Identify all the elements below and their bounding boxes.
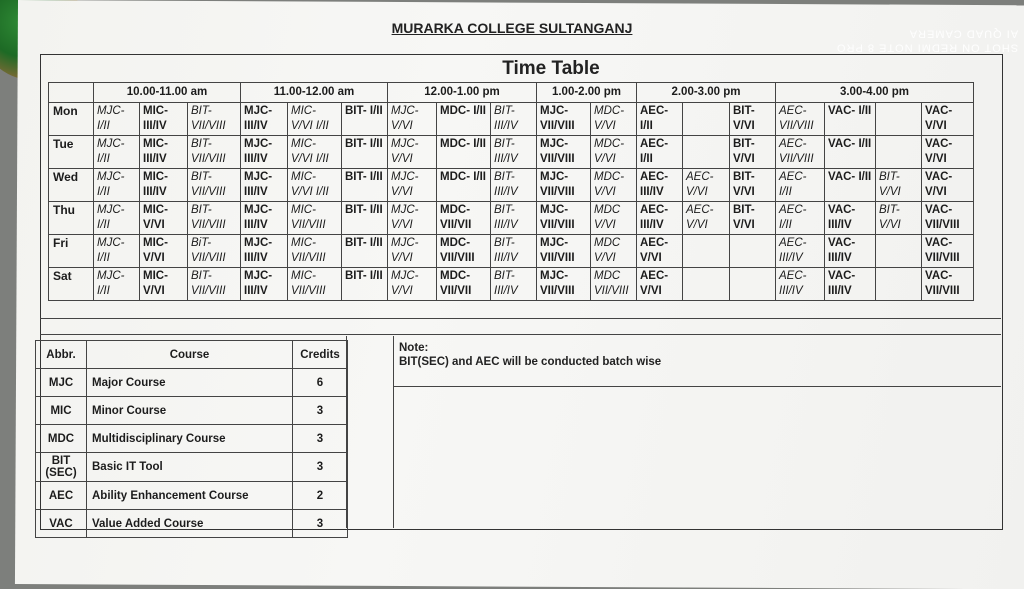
class-cell: AEC- I/II xyxy=(637,136,683,169)
day-row xyxy=(49,136,974,169)
class-cell: MIC- V/VI xyxy=(140,202,188,235)
course-name: Value Added Course xyxy=(87,510,293,538)
class-cell: MJC- VII/VIII xyxy=(537,103,591,136)
class-cell: VAC- V/VI xyxy=(922,169,974,202)
class-cell: BIT- III/IV xyxy=(491,268,537,301)
class-cell: BIT- I/II xyxy=(342,202,388,235)
class-cell: MDC V/VI xyxy=(591,202,637,235)
credit-value: 3 xyxy=(293,397,348,425)
credit-value: 3 xyxy=(293,510,348,538)
class-cell: AEC- V/VI xyxy=(683,169,730,202)
class-cell: MIC- VII/VIII xyxy=(288,235,342,268)
class-cell: AEC- III/IV xyxy=(637,202,683,235)
class-cell: MJC- VII/VIII xyxy=(537,136,591,169)
course-name: Basic IT Tool xyxy=(87,453,293,482)
credit-value: 3 xyxy=(293,453,348,482)
slot-header: 12.00-1.00 pm xyxy=(388,83,537,103)
class-cell: BIT- III/IV xyxy=(491,169,537,202)
class-cell: AEC- III/IV xyxy=(776,268,825,301)
divider-line xyxy=(40,318,1001,319)
abbr-code: AEC xyxy=(36,482,87,510)
class-cell: MJC- VII/VIII xyxy=(537,235,591,268)
abbr-row xyxy=(36,482,348,510)
class-cell: MJC- III/IV xyxy=(241,169,288,202)
day-label: Tue xyxy=(49,136,94,169)
class-cell: MJC- VII/VIII xyxy=(537,169,591,202)
class-cell: BIT- V/VI xyxy=(730,202,776,235)
note-heading: Note: xyxy=(399,342,429,354)
class-cell: BIT- I/II xyxy=(342,268,388,301)
class-cell xyxy=(683,103,730,136)
abbr-code: MDC xyxy=(36,425,87,453)
class-cell: VAC- V/VI xyxy=(922,136,974,169)
class-cell: BIT- VII/VIII xyxy=(188,103,241,136)
corner-cell xyxy=(49,83,94,103)
class-cell: MJC- VII/VIII xyxy=(537,268,591,301)
class-cell: MJC- VII/VIII xyxy=(537,202,591,235)
class-cell: MIC- III/IV xyxy=(140,136,188,169)
class-cell: VAC- VII/VIII xyxy=(922,268,974,301)
day-label: Thu xyxy=(49,202,94,235)
class-cell: VAC- I/II xyxy=(825,169,876,202)
day-label: Wed xyxy=(49,169,94,202)
class-cell: MJC- III/IV xyxy=(241,202,288,235)
blank-column xyxy=(346,336,394,528)
camera-watermark: SHOT ON REDMI NOTE 8 PRO AI QUAD CAMERA xyxy=(835,27,1018,54)
class-cell: BIT- V/VI xyxy=(730,169,776,202)
class-cell xyxy=(683,136,730,169)
class-cell: BIT- VII/VIII xyxy=(188,268,241,301)
class-cell: AEC- V/VI xyxy=(637,235,683,268)
class-cell: MJC- V/VI xyxy=(388,169,437,202)
class-cell: VAC- VII/VIII xyxy=(922,235,974,268)
class-cell: MDC V/VI xyxy=(591,235,637,268)
class-cell: MIC- V/VI I/II xyxy=(288,169,342,202)
slot-header: 3.00-4.00 pm xyxy=(776,83,974,103)
class-cell: BIT- V/VI xyxy=(876,169,922,202)
abbr-code: MJC xyxy=(36,369,87,397)
class-cell: MJC- III/IV xyxy=(241,268,288,301)
course-name: Multidisciplinary Course xyxy=(87,425,293,453)
class-cell: VAC- III/IV xyxy=(825,268,876,301)
class-cell: VAC- I/II xyxy=(825,136,876,169)
day-row xyxy=(49,235,974,268)
class-cell: MJC- V/VI xyxy=(388,103,437,136)
class-cell: VAC- V/VI xyxy=(922,103,974,136)
class-cell: MIC- VII/VIII xyxy=(288,268,342,301)
class-cell: MDC- V/VI xyxy=(591,169,637,202)
day-label: Mon xyxy=(49,103,94,136)
class-cell xyxy=(730,235,776,268)
day-label: Sat xyxy=(49,268,94,301)
class-cell: AEC- VII/VIII xyxy=(776,103,825,136)
slot-header: 2.00-3.00 pm xyxy=(637,83,776,103)
class-cell: MIC- V/VI I/II xyxy=(288,103,342,136)
class-cell xyxy=(730,268,776,301)
class-cell: MDC- VII/VII xyxy=(437,202,491,235)
class-cell: MJC- V/VI xyxy=(388,235,437,268)
class-cell: BIT- I/II xyxy=(342,136,388,169)
class-cell: BIT- III/IV xyxy=(491,202,537,235)
credit-value: 2 xyxy=(293,482,348,510)
class-cell: MDC VII/VIII xyxy=(591,268,637,301)
abbr-code: BIT (SEC) xyxy=(36,453,87,482)
class-cell xyxy=(876,103,922,136)
class-cell xyxy=(683,268,730,301)
class-cell: MIC- III/IV xyxy=(140,103,188,136)
class-cell: AEC- III/IV xyxy=(637,169,683,202)
class-cell: AEC- V/VI xyxy=(683,202,730,235)
class-cell: MJC- I/II xyxy=(94,268,140,301)
class-cell: AEC- VII/VIII xyxy=(776,136,825,169)
class-cell: BIT- VII/VIII xyxy=(188,202,241,235)
class-cell: MIC- V/VI xyxy=(140,235,188,268)
class-cell: VAC- III/IV xyxy=(825,235,876,268)
divider-line xyxy=(40,334,1001,335)
slot-header: 1.00-2.00 pm xyxy=(537,83,637,103)
day-row xyxy=(49,202,974,235)
class-cell: MDC- VII/VII xyxy=(437,268,491,301)
abbr-row xyxy=(36,425,348,453)
class-cell: AEC- I/II xyxy=(637,103,683,136)
day-row xyxy=(49,169,974,202)
class-cell: MDC- I/II xyxy=(437,136,491,169)
class-cell: MJC- I/II xyxy=(94,235,140,268)
day-row xyxy=(49,103,974,136)
class-cell: AEC- I/II xyxy=(776,169,825,202)
class-cell: BIT- I/II xyxy=(342,103,388,136)
course-name: Ability Enhancement Course xyxy=(87,482,293,510)
class-cell: BiT- VII/VIII xyxy=(188,235,241,268)
class-cell: VAC- III/IV xyxy=(825,202,876,235)
class-cell xyxy=(876,235,922,268)
abbr-row xyxy=(36,369,348,397)
class-cell: MJC- I/II xyxy=(94,202,140,235)
credit-value: 3 xyxy=(293,425,348,453)
class-cell: MJC- V/VI xyxy=(388,136,437,169)
abbr-code: MIC xyxy=(36,397,87,425)
timetable-title: Time Table xyxy=(502,58,600,79)
class-cell: BIT- I/II xyxy=(342,235,388,268)
class-cell: MJC- III/IV xyxy=(241,235,288,268)
note-divider xyxy=(393,386,1001,387)
class-cell: MJC- III/IV xyxy=(241,136,288,169)
class-cell: AEC- V/VI xyxy=(637,268,683,301)
class-cell: BIT- I/II xyxy=(342,169,388,202)
course-name: Major Course xyxy=(87,369,293,397)
class-cell: MJC- III/IV xyxy=(241,103,288,136)
note-text: BIT(SEC) and AEC will be conducted batch wise xyxy=(399,356,662,368)
day-row xyxy=(49,268,974,301)
slot-header: 11.00-12.00 am xyxy=(241,83,388,103)
class-cell: AEC- III/IV xyxy=(776,235,825,268)
class-cell: MIC- V/VI xyxy=(140,268,188,301)
class-cell: MDC- I/II xyxy=(437,103,491,136)
class-cell: MDC- I/II xyxy=(437,169,491,202)
class-cell: BIT- III/IV xyxy=(491,103,537,136)
class-cell: BIT- V/VI xyxy=(876,202,922,235)
class-cell xyxy=(683,235,730,268)
abbr-header: Abbr. xyxy=(36,341,87,369)
class-cell: BIT- VII/VIII xyxy=(188,136,241,169)
credit-value: 6 xyxy=(293,369,348,397)
abbr-code: VAC xyxy=(36,510,87,538)
class-cell: MJC- V/VI xyxy=(388,268,437,301)
class-cell: MDC- V/VI xyxy=(591,103,637,136)
class-cell xyxy=(876,136,922,169)
class-cell: MJC- V/VI xyxy=(388,202,437,235)
class-cell: MDC- V/VI xyxy=(591,136,637,169)
class-cell: MJC- I/II xyxy=(94,169,140,202)
class-cell: MIC- V/VI I/II xyxy=(288,136,342,169)
class-cell: BIT- III/IV xyxy=(491,136,537,169)
abbr-row xyxy=(36,510,348,538)
credits-header: Credits xyxy=(293,341,348,369)
class-cell: MIC- VII/VIII xyxy=(288,202,342,235)
class-cell: BIT- V/VI xyxy=(730,136,776,169)
class-cell: AEC- I/II xyxy=(776,202,825,235)
class-cell: MIC- III/IV xyxy=(140,169,188,202)
slot-header-row xyxy=(49,83,974,103)
college-name: MURARKA COLLEGE SULTANGANJ xyxy=(391,20,633,36)
class-cell: VAC- VII/VIII xyxy=(922,202,974,235)
course-header: Course xyxy=(87,341,293,369)
timetable-grid xyxy=(48,82,974,301)
day-label: Fri xyxy=(49,235,94,268)
abbr-row xyxy=(36,397,348,425)
class-cell: VAC- I/II xyxy=(825,103,876,136)
abbr-row xyxy=(36,453,348,482)
class-cell xyxy=(876,268,922,301)
abbreviation-table xyxy=(35,340,348,538)
slot-header: 10.00-11.00 am xyxy=(94,83,241,103)
class-cell: BIT- III/IV xyxy=(491,235,537,268)
class-cell: MJC- I/II xyxy=(94,103,140,136)
class-cell: BIT- VII/VIII xyxy=(188,169,241,202)
course-name: Minor Course xyxy=(87,397,293,425)
class-cell: MJC- I/II xyxy=(94,136,140,169)
class-cell: MDC- VII/VIII xyxy=(437,235,491,268)
class-cell: BIT- V/VI xyxy=(730,103,776,136)
